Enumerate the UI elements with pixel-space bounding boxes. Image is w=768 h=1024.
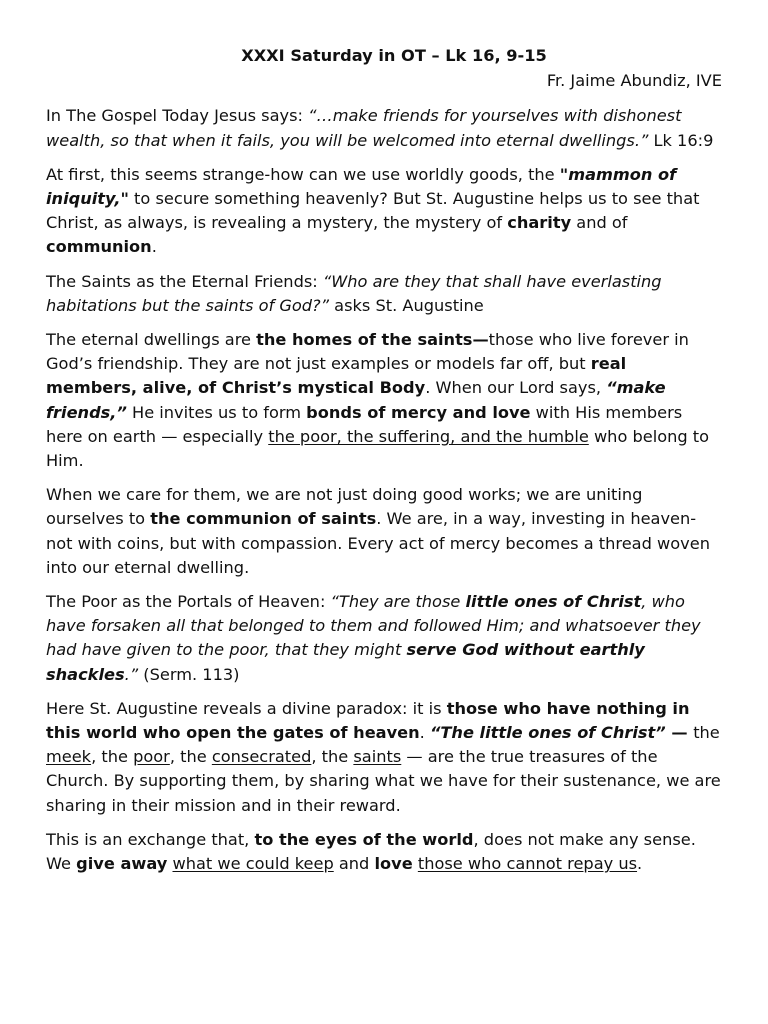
paragraph-communion — [46, 483, 722, 580]
italic-quote: “…make friends for yourselves with dishonest wealth, so that when it fails, you will be welcomed into eternal dwellings.” — [46, 106, 682, 150]
paragraph-eternal-dwellings — [46, 328, 722, 473]
bold-italic-phrase: little ones of Christ — [465, 592, 642, 612]
text-run: . — [419, 723, 430, 743]
bold-phrase: to the eyes of the world — [254, 829, 474, 849]
text-run: At first, this seems strange-how can we use worldly goods, the — [46, 164, 560, 184]
paragraph-gospel-quote — [46, 104, 722, 152]
text-run: those who live forever in God’s friendship. They are not just examples or models far off, but — [46, 330, 689, 374]
underlined-word: saints — [353, 747, 402, 767]
bold-phrase: charity — [507, 213, 572, 233]
bold-italic-phrase: mammon of iniquity, — [46, 164, 677, 209]
bold-italic-phrase: serve God without earthly shackles — [46, 640, 645, 684]
text-run: , the — [169, 747, 212, 767]
bold-quote-mark: " — [120, 189, 129, 209]
text-run: , the — [311, 747, 354, 767]
paragraph-mammon — [46, 163, 722, 260]
document-author: Fr. Jaime Abundiz, IVE — [546, 71, 722, 91]
bold-phrase: the homes of the saints— — [256, 330, 489, 350]
text-run: asks St. Augustine — [329, 295, 484, 315]
text-run: . — [151, 237, 157, 257]
bold-italic-phrase: “make friends,” — [46, 378, 666, 422]
text-run: to secure something heavenly? But St. Augustine helps us to see that Christ, as always, is revealing a mystery, the mystery of — [46, 189, 700, 233]
text-run: The Poor as the Portals of Heaven: — [46, 592, 331, 612]
text-run: , the — [91, 747, 134, 767]
text-run: In The Gospel Today Jesus says: — [46, 106, 309, 126]
underlined-word: poor — [133, 747, 170, 767]
text-run: and — [333, 854, 375, 874]
text-run: . When our Lord says, — [425, 378, 607, 398]
bold-phrase: communion — [46, 237, 152, 257]
underlined-phrase: those who cannot repay us — [417, 854, 638, 874]
sermon-reference: (Serm. 113) — [138, 664, 240, 684]
italic-quote: “They are those — [330, 592, 466, 612]
text-run: , does not make any sense. We — [46, 829, 696, 874]
text-run: . — [637, 854, 643, 874]
text-run: . We are, in a way, investing in heaven-not with coins, but with compassion. Every act of mercy becomes a thread woven into our eternal dwelling. — [46, 509, 710, 577]
text-run: Here St. Augustine reveals a divine paradox: it is — [46, 698, 447, 718]
bold-phrase: those who have nothing in this world who open the gates of heaven — [46, 698, 690, 743]
text-run: When we care for them, we are not just doing good works; we are uniting ourselves to — [46, 485, 643, 529]
text-run: The eternal dwellings are — [46, 330, 257, 350]
underlined-word: meek — [46, 747, 92, 767]
bold-phrase: love — [374, 854, 413, 874]
document-title: XXXI Saturday in OT – Lk 16, 9-15 — [241, 46, 547, 65]
text-run: The Saints as the Eternal Friends: — [46, 271, 323, 291]
italic-quote: .” — [124, 664, 139, 684]
bold-phrase: real members, alive, of Christ’s mystical Body — [46, 354, 627, 398]
bold-dash: — — [665, 723, 694, 743]
text-run: with His members here on earth — especially — [46, 402, 683, 446]
paragraph-eternal-friends — [46, 270, 722, 318]
italic-quote: , who have forsaken all that belonged to them and followed Him; and whatsoever they had have given to the poor, that they might — [46, 592, 701, 660]
bold-phrase: bonds of mercy and love — [306, 402, 531, 422]
underlined-phrase: the poor, the suffering, and the humble — [268, 426, 589, 446]
paragraph-divine-paradox — [46, 697, 722, 818]
text-run: the — [693, 723, 720, 743]
paragraph-poor-portals — [46, 590, 722, 687]
bold-phrase: give away — [76, 854, 168, 874]
italic-quote: “Who are they that shall have everlasting habitations but the saints of God?” — [46, 271, 662, 315]
underlined-phrase: what we could keep — [172, 854, 334, 874]
underlined-word: consecrated — [211, 747, 312, 767]
text-run: This is an exchange that, — [46, 829, 255, 849]
bold-quote-mark: " — [559, 164, 569, 184]
scripture-reference: Lk 16:9 — [648, 130, 714, 150]
bold-italic-phrase: “The little ones of Christ” — [429, 723, 666, 743]
text-run: — are the true treasures of the Church. By supporting them, by sharing what we have for their sustenance, we are sharing in their mission and in their reward. — [46, 747, 721, 815]
text-run: who belong to Him. — [46, 426, 710, 471]
text-run: and of — [571, 213, 628, 233]
bold-phrase: the communion of saints — [150, 509, 377, 529]
text-run: He invites us to form — [126, 402, 307, 422]
paragraph-exchange — [46, 828, 722, 876]
